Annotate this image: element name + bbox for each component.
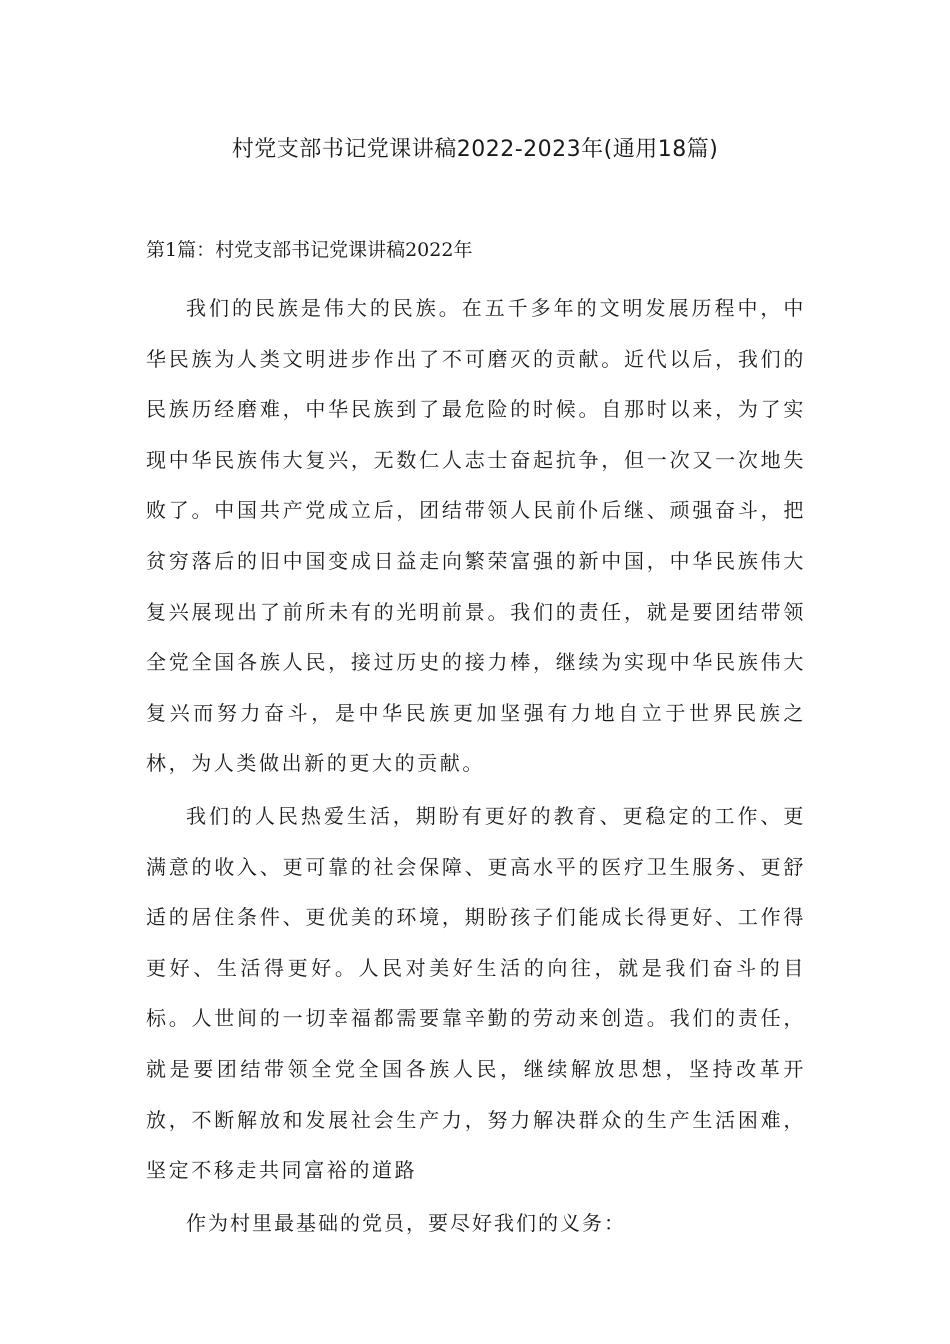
- section-heading: 第1篇：村党支部书记党课讲稿2022年: [146, 239, 473, 261]
- document-title: 村党支部书记党课讲稿2022-2023年(通用18篇): [231, 137, 719, 162]
- paragraph-2: 我们的人民热爱生活，期盼有更好的教育、更稳定的工作、更满意的收入、更可靠的社会保障、更高水平的医疗卫生服务、更舒适的居住条件、更优美的环境，期盼孩子们能成长得更好、工作得更好、生活得更好。人民对美好生活的向往，就是我们奋斗的目标。人世间的一切幸福都需要靠辛勤的劳动来创造。我们的责任，就是要团结带领全党全国各族人民，继续解放思想，坚持改革开放，不断解放和发展社会生产力，努力解决群众的生产生活困难，坚定不移走共同富裕的道路: [146, 803, 806, 1183]
- document-body: [146, 283, 806, 1250]
- paragraph-3: 作为村里最基础的党员，要尽好我们的义务：: [186, 1210, 626, 1235]
- paragraph-1: 我们的民族是伟大的民族。在五千多年的文明发展历程中，中华民族为人类文明进步作出了不可磨灭的贡献。近代以后，我们的民族历经磨难，中华民族到了最危险的时候。自那时以来，为了实现中华民族伟大复兴，无数仁人志士奋起抗争，但一次又一次地失败了。中国共产党成立后，团结带领人民前仆后继、顽强奋斗，把贫穷落后的旧中国变成日益走向繁荣富强的新中国，中华民族伟大复兴展现出了前所未有的光明前景。我们的责任，就是要团结带领全党全国各族人民，接过历史的接力棒，继续为实现中华民族伟大复兴而努力奋斗，是中华民族更加坚强有力地自立于世界民族之林，为人类做出新的更大的贡献。: [146, 296, 806, 776]
